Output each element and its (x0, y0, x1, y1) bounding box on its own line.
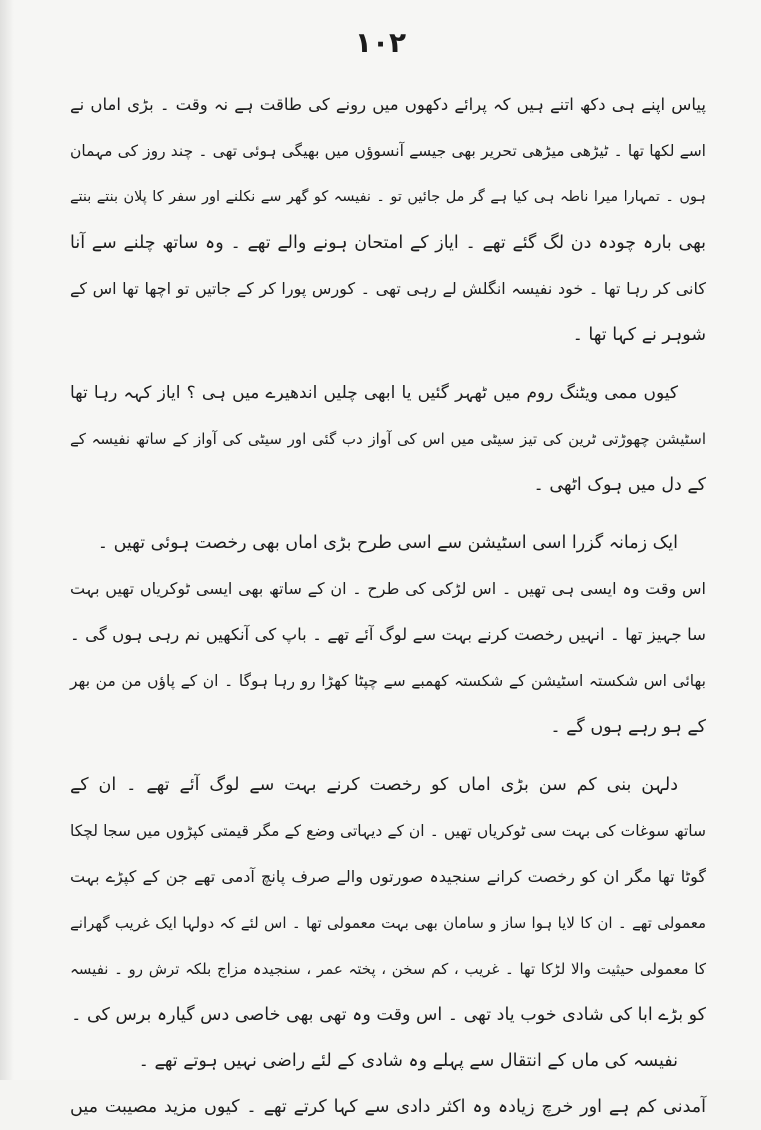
paragraph-4 (70, 762, 706, 1038)
text-line: کے دل میں ہوک اٹھی ۔ (533, 475, 706, 495)
text-line: اسے لکھا تھا ۔ ٹیڑھی میڑھی تحریر بھی جیسے آنسوؤں میں بھیگی ہوئی تھی ۔ چند روز کی مہمان (70, 142, 706, 160)
text-line: شوہر نے کہا تھا ۔ (572, 325, 706, 345)
text-line: کا معمولی حیثیت والا لڑکا تھا ۔ غریب ، کم سخن ، پختہ عمر ، سنجیدہ مزاج بلکہ ترش رو ۔ نفیسہ (70, 960, 706, 978)
text-line: معمولی تھے ۔ ان کا لایا ہوا ساز و سامان بھی بہت معمولی تھا ۔ اس لئے کہ دولہا ایک غریب گھرانے (70, 914, 706, 932)
paragraph-3 (70, 520, 706, 750)
text-line: کانی کر رہا تھا ۔ خود نفیسہ انگلش لے رہی تھی ۔ کورس پورا کر کے جاتیں تو اچھا تھا اس کے (70, 279, 706, 298)
text-line: کے ہو رہے ہوں گے ۔ (550, 717, 706, 737)
page-gutter-shadow (0, 0, 14, 1080)
text-line: گوٹا تھا مگر ان کو رخصت کرانے سنجیدہ صورتوں والے صرف پانچ آدمی تھے جن کے کپڑے بہت (70, 867, 706, 886)
text-line: آمدنی کم ہے اور خرچ زیادہ وہ اکثر دادی سے کہا کرتے تھے ۔ کیوں مزید مصیبت میں (70, 1097, 706, 1117)
text-line: بھی بارہ چودہ دن لگ گئے تھے ۔ ایاز کے امتحان ہونے والے تھے ۔ وہ ساتھ چلنے سے آنا (70, 233, 706, 253)
text-line: کو بڑے ابا کی شادی خوب یاد تھی ۔ اس وقت وہ تھی بھی خاصی دس گیارہ برس کی ۔ (71, 1005, 706, 1025)
text-line: ساتھ سوغات کی بہت سی ٹوکریاں تھیں ۔ ان کے دیہاتی وضع کے مگر قیمتی کپڑوں میں سجا لچکا (70, 822, 706, 840)
text-line: بھائی اس شکستہ اسٹیشن کے شکستہ کھمبے سے چپٹا کھڑا رو رہا ہوگا ۔ ان کے پاؤں من من بھر (70, 672, 706, 690)
page-number: ۱۰۲ (354, 26, 407, 59)
paragraph-2 (70, 370, 706, 508)
paragraph-1 (70, 82, 706, 358)
text-line: ایک زمانہ گزرا اسی اسٹیشن سے اسی طرح بڑی اماں بھی رخصت ہوئی تھیں ۔ (97, 533, 678, 553)
text-line: اس وقت وہ ایسی ہی تھیں ۔ اس لڑکی کی طرح ۔ ان کے ساتھ بھی ایسی ٹوکریاں تھیں بہت (70, 579, 706, 598)
text-line: پیاس اپنے ہی دکھ اتنے ہیں کہ پرائے دکھوں میں رونے کی طاقت ہے نہ وقت ۔ بڑی اماں نے (70, 95, 706, 114)
text-line: ہوں ۔ تمہارا میرا ناطہ ہی کیا ہے گر مل جائیں تو ۔ نفیسہ کو گھر سے نکلنے اور سفر کا پلان بنتے بنتے (70, 189, 706, 205)
text-line: کیوں ممی ویٹنگ روم میں ٹھہر گئیں یا ابھی چلیں اندھیرے میں ہی ؟ ایاز کہہ رہا تھا (70, 383, 678, 403)
text-line: سا جہیز تھا ۔ انہیں رخصت کرنے بہت سے لوگ آئے تھے ۔ باپ کی آنکھیں نم رہی ہوں گی ۔ (70, 625, 706, 644)
text-line: اسٹیشن چھوڑتی ٹرین کی تیز سیٹی میں اس کی آواز دب گئی اور سیٹی کی آواز کے ساتھ نفیسہ کے (70, 430, 706, 448)
body-text (70, 82, 706, 1130)
paragraph-5 (70, 1038, 706, 1130)
text-line: دلہن بنی کم سن بڑی اماں کو رخصت کرنے بہت سے لوگ آئے تھے ۔ ان کے (70, 775, 678, 795)
text-line: نفیسہ کی ماں کے انتقال سے پہلے وہ شادی کے لئے راضی نہیں ہوتے تھے ۔ (138, 1051, 678, 1071)
